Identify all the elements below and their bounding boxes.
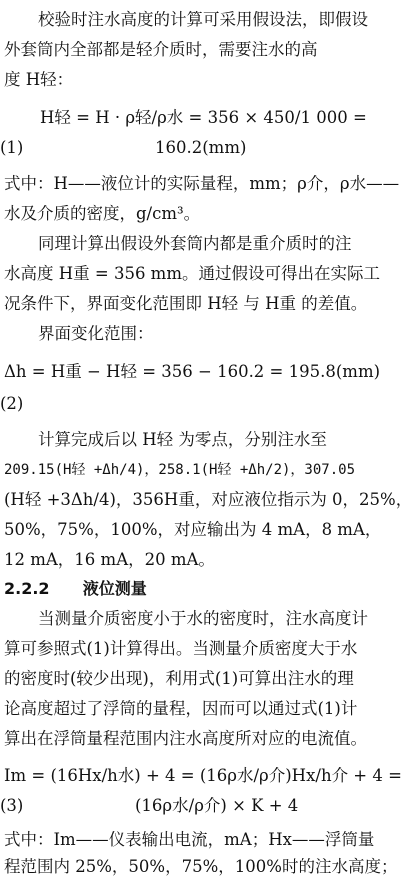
equation-2-number: (2) <box>0 394 24 413</box>
equation-1-line2: 160.2(mm) <box>155 138 247 157</box>
paragraph-measure-line1: 当测量介质密度小于水的密度时，注水高度计 <box>38 609 368 628</box>
section-title: 液位测量 <box>82 579 147 598</box>
section-number: 2.2.2 <box>4 579 50 598</box>
paragraph-measure-line3: 的密度时(较少出现)，利用式(1)可算出注水的理 <box>4 669 354 688</box>
paragraph-heavy-line1: 同理计算出假设外套筒内都是重介质时的注 <box>38 234 352 253</box>
equation-3-line1: Im = (16Hx/h水) + 4 = (16ρ水/ρ介)Hx/h介 + 4 = <box>4 766 402 785</box>
equation-1-number: (1) <box>0 138 24 157</box>
paragraph-measure-line2: 算可参照式(1)计算得出。当测量介质密度大于水 <box>4 639 358 658</box>
range-heading: 界面变化范围： <box>38 324 154 343</box>
paragraph-heavy-line3: 况条件下，界面变化范围即 H轻 与 H重 的差值。 <box>4 294 368 313</box>
definition-line2: 水及介质的密度，g/cm³。 <box>4 204 201 223</box>
paragraph-heavy-line2: 水高度 H重 = 356 mm。通过假设可得出在实际工 <box>4 264 380 283</box>
paragraph-hypothesis-line3: 度 H轻： <box>4 70 74 89</box>
output-definition-line2: 程范围内 25%，50%，75%，100%时的注水高度； <box>4 857 398 876</box>
paragraph-calibration-line4: 50%，75%，100%，对应输出为 4 mA，8 mA， <box>4 520 382 539</box>
paragraph-hypothesis-line2: 外套筒内全部都是轻介质时，需要注水的高 <box>4 40 318 59</box>
paragraph-measure-line5: 算出在浮筒量程范围内注水高度所对应的电流值。 <box>4 729 367 748</box>
paragraph-calibration-line2: 209.15(H轻 +Δh/4)，258.1(H轻 +Δh/2)，307.05 <box>4 462 356 478</box>
output-definition-line1: 式中：Im——仪表输出电流，mA；Hx——浮筒量 <box>4 830 375 849</box>
paragraph-calibration-line1: 计算完成后以 H轻 为零点，分别注水至 <box>38 430 327 449</box>
paragraph-calibration-line5: 12 mA，16 mA，20 mA。 <box>4 550 215 569</box>
paragraph-hypothesis-line1: 校验时注水高度的计算可采用假设法，即假设 <box>38 10 368 29</box>
equation-2: Δh = H重 − H轻 = 356 − 160.2 = 195.8(mm) <box>4 362 381 381</box>
paragraph-measure-line4: 论高度超过了浮筒的量程，因而可以通过式(1)计 <box>4 699 358 718</box>
paragraph-calibration-line3: (H轻 +3Δh/4)，356H重，对应液位指示为 0，25%， <box>4 490 413 509</box>
equation-3-number: (3) <box>0 796 24 815</box>
equation-3-line2: (16ρ水/ρ介) × K + 4 <box>135 796 299 815</box>
section-heading <box>0 579 415 599</box>
equation-1-line1: H轻 = H · ρ轻/ρ水 = 356 × 450/1 000 = <box>40 108 367 127</box>
definition-line1: 式中：H——液位计的实际量程，mm；ρ介，ρ水—— <box>4 174 400 193</box>
